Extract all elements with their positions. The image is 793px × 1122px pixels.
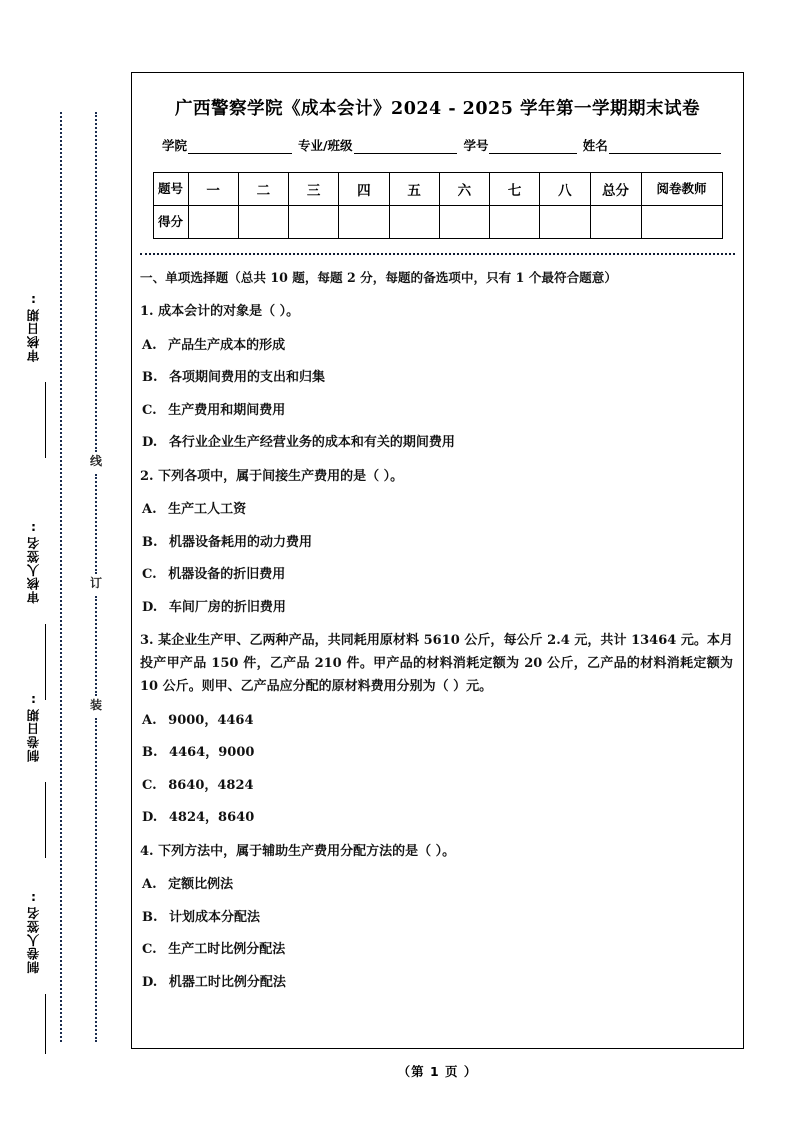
- name-label: 姓名: [582, 138, 608, 153]
- fold-dotted-line-segment-4: [95, 718, 97, 1042]
- question-3-option-c[interactable]: [140, 776, 733, 796]
- score-col-header-7: 七: [490, 173, 540, 206]
- question-3-option-b[interactable]: [140, 743, 733, 763]
- option-letter: A.: [142, 712, 157, 728]
- option-letter: C.: [142, 777, 157, 793]
- score-cell-3[interactable]: [289, 206, 339, 239]
- question-4-stem: 下列方法中，属于辅助生产费用分配方法的是（ ）。: [158, 843, 456, 859]
- student-no-label: 学号: [463, 138, 489, 153]
- option-text: 车间厂房的折旧费用: [168, 599, 286, 615]
- option-text: 生产工时比例分配法: [168, 942, 286, 958]
- major-class-input[interactable]: [354, 140, 458, 154]
- score-col-header-6: 六: [439, 173, 489, 206]
- question-4: [140, 841, 733, 864]
- option-text: 4464，9000: [169, 745, 255, 761]
- review-date-label: 审核日期:: [26, 292, 41, 362]
- score-cell-2[interactable]: [238, 206, 288, 239]
- major-class-label: 专业/班级: [297, 138, 353, 153]
- question-3-stem: 某企业生产甲、乙两种产品，共同耗用原材料 5610 公斤，每公斤 2.4 元，共计 13464 元。本月投产甲产品 150 件，乙产品 210 件。甲产品的材料消耗定额为 20 公斤，乙产品的材料消耗定额为 10 公斤。则甲、乙产品应分配的原材料费用分别为（ ）元。: [140, 633, 733, 694]
- fold-dotted-line-segment-1: [95, 112, 97, 452]
- option-text: 产品生产成本的形成: [168, 337, 286, 353]
- question-4-option-a[interactable]: [140, 875, 733, 895]
- exam-paper-frame: [131, 72, 744, 1049]
- option-letter: B.: [142, 534, 158, 550]
- paper-maker-date-rule: [45, 782, 46, 858]
- score-col-header-1: 一: [188, 173, 238, 206]
- option-letter: C.: [142, 402, 157, 418]
- student-info-line: [162, 136, 721, 154]
- option-text: 机器设备的折旧费用: [168, 567, 286, 583]
- question-2-option-a[interactable]: [140, 500, 733, 520]
- question-4-option-d[interactable]: [140, 973, 733, 993]
- question-1: [140, 301, 733, 324]
- option-text: 生产费用和期间费用: [168, 402, 286, 418]
- score-col-header-8: 八: [540, 173, 590, 206]
- option-letter: C.: [142, 567, 157, 583]
- score-cell-7[interactable]: [490, 206, 540, 239]
- question-1-option-b[interactable]: [140, 368, 733, 388]
- option-text: 4824，8640: [168, 810, 255, 826]
- score-col-header-3: 三: [289, 173, 339, 206]
- total-score-header: 总分: [590, 173, 641, 206]
- paper-maker-signature-label: 制卷人签名:: [26, 890, 41, 974]
- option-letter: D.: [142, 974, 158, 990]
- option-text: 机器设备耗用的动力费用: [169, 534, 313, 550]
- score-col-header-2: 二: [238, 173, 288, 206]
- score-cell-5[interactable]: [389, 206, 439, 239]
- row-label-question-no: 题号: [153, 173, 188, 206]
- option-letter: A.: [142, 502, 157, 518]
- option-letter: D.: [142, 599, 158, 615]
- paper-maker-signature-rule: [45, 994, 46, 1054]
- option-letter: B.: [142, 909, 158, 925]
- option-text: 各行业企业生产经营业务的成本和有关的期间费用: [168, 435, 455, 451]
- student-no-input[interactable]: [489, 140, 576, 154]
- question-2: [140, 466, 733, 489]
- score-cell-4[interactable]: [339, 206, 389, 239]
- option-text: 9000，4464: [168, 712, 254, 728]
- option-letter: B.: [142, 745, 158, 761]
- question-1-stem: 成本会计的对象是（ ）。: [158, 303, 300, 319]
- score-table: [153, 172, 723, 239]
- page-indicator: （第 1 页 ）: [397, 1064, 478, 1079]
- row-label-score: 得分: [153, 206, 188, 239]
- question-4-number: 4.: [140, 843, 154, 859]
- option-letter: B.: [142, 370, 158, 386]
- question-2-option-b[interactable]: [140, 533, 733, 553]
- score-col-header-4: 四: [339, 173, 389, 206]
- question-4-option-b[interactable]: [140, 908, 733, 928]
- question-3-option-a[interactable]: [140, 711, 733, 731]
- grader-header: 阅卷教师: [641, 173, 722, 206]
- option-text: 定额比例法: [168, 877, 234, 893]
- question-4-option-c[interactable]: [140, 940, 733, 960]
- total-score-cell[interactable]: [590, 206, 641, 239]
- name-input[interactable]: [609, 140, 721, 154]
- paper-maker-date-label: 制卷日期:: [26, 692, 41, 762]
- question-2-number: 2.: [140, 468, 154, 484]
- college-label: 学院: [162, 138, 188, 153]
- college-input[interactable]: [188, 140, 292, 154]
- question-2-stem: 下列各项中，属于间接生产费用的是（ ）。: [158, 468, 404, 484]
- table-row-question-numbers: [153, 173, 722, 206]
- option-text: 8640，4824: [168, 777, 254, 793]
- question-body: [140, 269, 733, 992]
- review-date-rule: [45, 382, 46, 458]
- option-text: 机器工时比例分配法: [168, 974, 286, 990]
- option-letter: D.: [142, 810, 158, 826]
- fold-word-xian: 线: [87, 455, 105, 467]
- question-2-option-c[interactable]: [140, 565, 733, 585]
- section-heading-1: 一、单项选择题（总共 10 题，每题 2 分，每题的备选项中，只有 1 个最符合题意）: [140, 270, 617, 285]
- option-letter: D.: [142, 435, 158, 451]
- question-1-option-a[interactable]: [140, 336, 733, 356]
- question-1-number: 1.: [140, 303, 154, 319]
- grader-cell[interactable]: [641, 206, 722, 239]
- table-row-scores: [153, 206, 722, 239]
- option-letter: A.: [142, 877, 157, 893]
- question-3-number: 3.: [140, 633, 154, 649]
- reviewer-signature-label: 审核人签名:: [26, 520, 41, 604]
- fold-word-zhuang: 装: [87, 699, 105, 711]
- score-cell-8[interactable]: [540, 206, 590, 239]
- score-cell-1[interactable]: [188, 206, 238, 239]
- fold-word-ding: 订: [87, 577, 105, 589]
- question-1-option-d[interactable]: [140, 433, 733, 453]
- question-3: [140, 630, 733, 698]
- score-col-header-5: 五: [389, 173, 439, 206]
- page-title: 广西警察学院《成本会计》2024 - 2025 学年第一学期期末试卷: [175, 99, 700, 119]
- option-text: 各项期间费用的支出和归集: [169, 370, 326, 386]
- option-text: 计划成本分配法: [169, 909, 261, 925]
- option-letter: C.: [142, 942, 157, 958]
- option-text: 生产工人工资: [168, 502, 247, 518]
- question-2-option-d[interactable]: [140, 598, 733, 618]
- reviewer-signature-rule: [45, 624, 46, 700]
- question-3-option-d[interactable]: [140, 808, 733, 828]
- score-cell-6[interactable]: [439, 206, 489, 239]
- binding-margin: [0, 0, 131, 1122]
- fold-dotted-line-segment-2: [95, 474, 97, 574]
- fold-dotted-line-segment-3: [95, 596, 97, 696]
- question-1-option-c[interactable]: [140, 401, 733, 421]
- option-letter: A.: [142, 337, 157, 353]
- cut-dotted-line: [60, 112, 62, 1042]
- dotted-separator: [140, 253, 735, 255]
